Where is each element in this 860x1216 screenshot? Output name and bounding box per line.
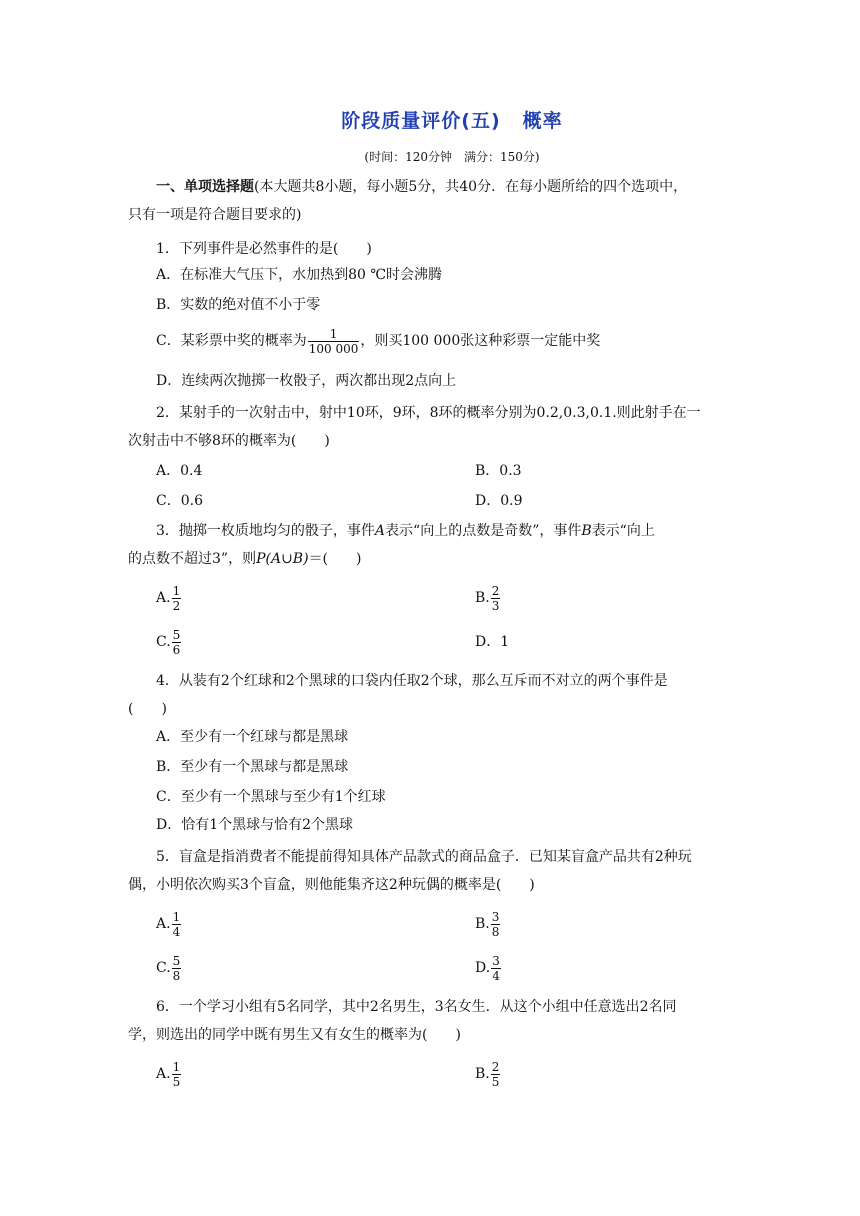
fraction-denominator: 100 000 bbox=[308, 341, 359, 356]
q1-option-d: D．连续两次抛掷一枚骰子，两次都出现2点向上 bbox=[156, 373, 457, 389]
q4-option-c: C．至少有一个黑球与至少有1个红球 bbox=[156, 789, 386, 805]
q2-option-b: B．0.3 bbox=[475, 463, 522, 479]
q3-option-a bbox=[156, 580, 182, 616]
q1-option-a: A．在标准大气压下，水加热到80 ℃时会沸腾 bbox=[156, 267, 443, 283]
fraction-numerator: 1 bbox=[172, 1059, 181, 1074]
fraction-denominator: 5 bbox=[491, 1074, 500, 1089]
option-label: C. bbox=[156, 960, 171, 976]
event-b-symbol: B bbox=[581, 523, 592, 539]
option-label: C. bbox=[156, 634, 171, 650]
q6-option-a bbox=[156, 1056, 182, 1092]
q3-text: 3．抛掷一枚质地均匀的骰子，事件 bbox=[156, 523, 375, 539]
q5-option-a bbox=[156, 906, 182, 942]
fraction-denominator: 4 bbox=[172, 924, 181, 939]
option-fraction bbox=[491, 954, 501, 983]
option-label: B. bbox=[475, 916, 490, 932]
q2-option-c: C．0.6 bbox=[156, 493, 203, 509]
q4-option-a: A．至少有一个红球与都是黑球 bbox=[156, 729, 349, 745]
section-instruction-line2: 只有一项是符合题目要求的) bbox=[128, 207, 302, 223]
q3-text: 表示“向上的点数是奇数”，事件 bbox=[385, 523, 582, 539]
q4-stem-line1: 4．从装有2个红球和2个黑球的口袋内任取2个球，那么互斥而不对立的两个事件是 bbox=[156, 673, 668, 689]
fraction-numerator: 3 bbox=[491, 909, 500, 924]
q1-option-c-pre: C．某彩票中奖的概率为 bbox=[156, 333, 307, 349]
q3-option-c bbox=[156, 624, 182, 660]
q3-option-b bbox=[475, 580, 501, 616]
section-instruction-line1 bbox=[156, 178, 687, 196]
option-label: D. bbox=[475, 960, 491, 976]
fraction-numerator: 5 bbox=[172, 953, 181, 968]
option-label: B. bbox=[475, 1066, 490, 1082]
option-label: A. bbox=[156, 916, 171, 932]
q3-option-d: D．1 bbox=[475, 634, 510, 650]
q2-stem-line2: 次射击中不够8环的概率为( ) bbox=[128, 433, 330, 449]
option-fraction bbox=[172, 584, 182, 613]
q3-stem-line1 bbox=[156, 522, 655, 540]
q5-option-b bbox=[475, 906, 501, 942]
q3-text: 的点数不超过3”，则 bbox=[128, 551, 257, 567]
fraction-denominator: 8 bbox=[172, 968, 181, 983]
q1-option-c bbox=[156, 324, 600, 358]
union-expression: (A∪B) bbox=[265, 551, 309, 567]
q4-option-b: B．至少有一个黑球与都是黑球 bbox=[156, 759, 349, 775]
fraction-numerator: 1 bbox=[172, 909, 181, 924]
q4-option-d: D．恰有1个黑球与恰有2个黑球 bbox=[156, 817, 354, 833]
q2-stem-line1: 2．某射手的一次射击中，射中10环，9环，8环的概率分别为0.2,0.3,0.1.则此射手在一 bbox=[156, 405, 701, 421]
q2-option-d: D．0.9 bbox=[475, 493, 523, 509]
section-instruction-text: (本大题共8小题，每小题5分，共40分．在每小题所给的四个选项中， bbox=[254, 179, 688, 195]
fraction-denominator: 5 bbox=[172, 1074, 181, 1089]
q1-option-c-fraction bbox=[308, 327, 360, 356]
q6-stem-line2: 学，则选出的同学中既有男生又有女生的概率为( ) bbox=[128, 1027, 461, 1043]
page-title bbox=[0, 106, 860, 133]
option-fraction bbox=[172, 954, 182, 983]
fraction-denominator: 2 bbox=[172, 598, 181, 613]
q5-option-d bbox=[475, 950, 502, 986]
probability-symbol: P bbox=[256, 551, 266, 567]
option-label: A. bbox=[156, 590, 171, 606]
fraction-denominator: 8 bbox=[491, 924, 500, 939]
option-fraction bbox=[172, 910, 182, 939]
fraction-numerator: 1 bbox=[172, 583, 181, 598]
title-topic: 概率 bbox=[522, 110, 563, 132]
section-heading: 一、单项选择题 bbox=[156, 179, 254, 195]
fraction-denominator: 6 bbox=[172, 642, 181, 657]
fraction-denominator: 4 bbox=[492, 968, 500, 983]
q5-stem-line1: 5．盲盒是指消费者不能提前得知具体产品款式的商品盒子．已知某盲盒产品共有2种玩 bbox=[156, 849, 692, 865]
q6-option-b bbox=[475, 1056, 501, 1092]
q2-option-a: A．0.4 bbox=[156, 463, 203, 479]
option-fraction bbox=[491, 1060, 501, 1089]
option-label: A. bbox=[156, 1066, 171, 1082]
option-label: B. bbox=[475, 590, 490, 606]
q1-option-c-post: ，则买100 000张这种彩票一定能中奖 bbox=[360, 333, 601, 349]
fraction-numerator: 5 bbox=[172, 627, 181, 642]
exam-meta: (时间：120分钟 满分：150分) bbox=[364, 150, 540, 164]
option-fraction bbox=[491, 584, 501, 613]
fraction-numerator: 2 bbox=[491, 1059, 500, 1074]
q1-option-b: B．实数的绝对值不小于零 bbox=[156, 297, 321, 313]
option-fraction bbox=[172, 628, 182, 657]
option-fraction bbox=[491, 910, 501, 939]
q1-stem: 1．下列事件是必然事件的是( ) bbox=[156, 241, 372, 257]
option-fraction bbox=[172, 1060, 182, 1089]
q3-text: ＝( ) bbox=[308, 551, 362, 567]
q6-stem-line1: 6．一个学习小组有5名同学，其中2名男生，3名女生．从这个小组中任意选出2名同 bbox=[156, 999, 677, 1015]
title-main: 阶段质量评价(五) bbox=[341, 110, 501, 132]
q3-stem-line2 bbox=[128, 550, 362, 568]
fraction-denominator: 3 bbox=[491, 598, 500, 613]
fraction-numerator: 3 bbox=[492, 953, 500, 968]
q5-stem-line2: 偶，小明依次购买3个盲盒，则他能集齐这2种玩偶的概率是( ) bbox=[128, 877, 535, 893]
fraction-numerator: 1 bbox=[308, 327, 360, 342]
q5-option-c bbox=[156, 950, 182, 986]
event-a-symbol: A bbox=[374, 523, 386, 539]
q4-stem-line2: ( ) bbox=[128, 701, 167, 717]
fraction-numerator: 2 bbox=[491, 583, 500, 598]
q3-text: 表示“向上 bbox=[591, 523, 655, 539]
